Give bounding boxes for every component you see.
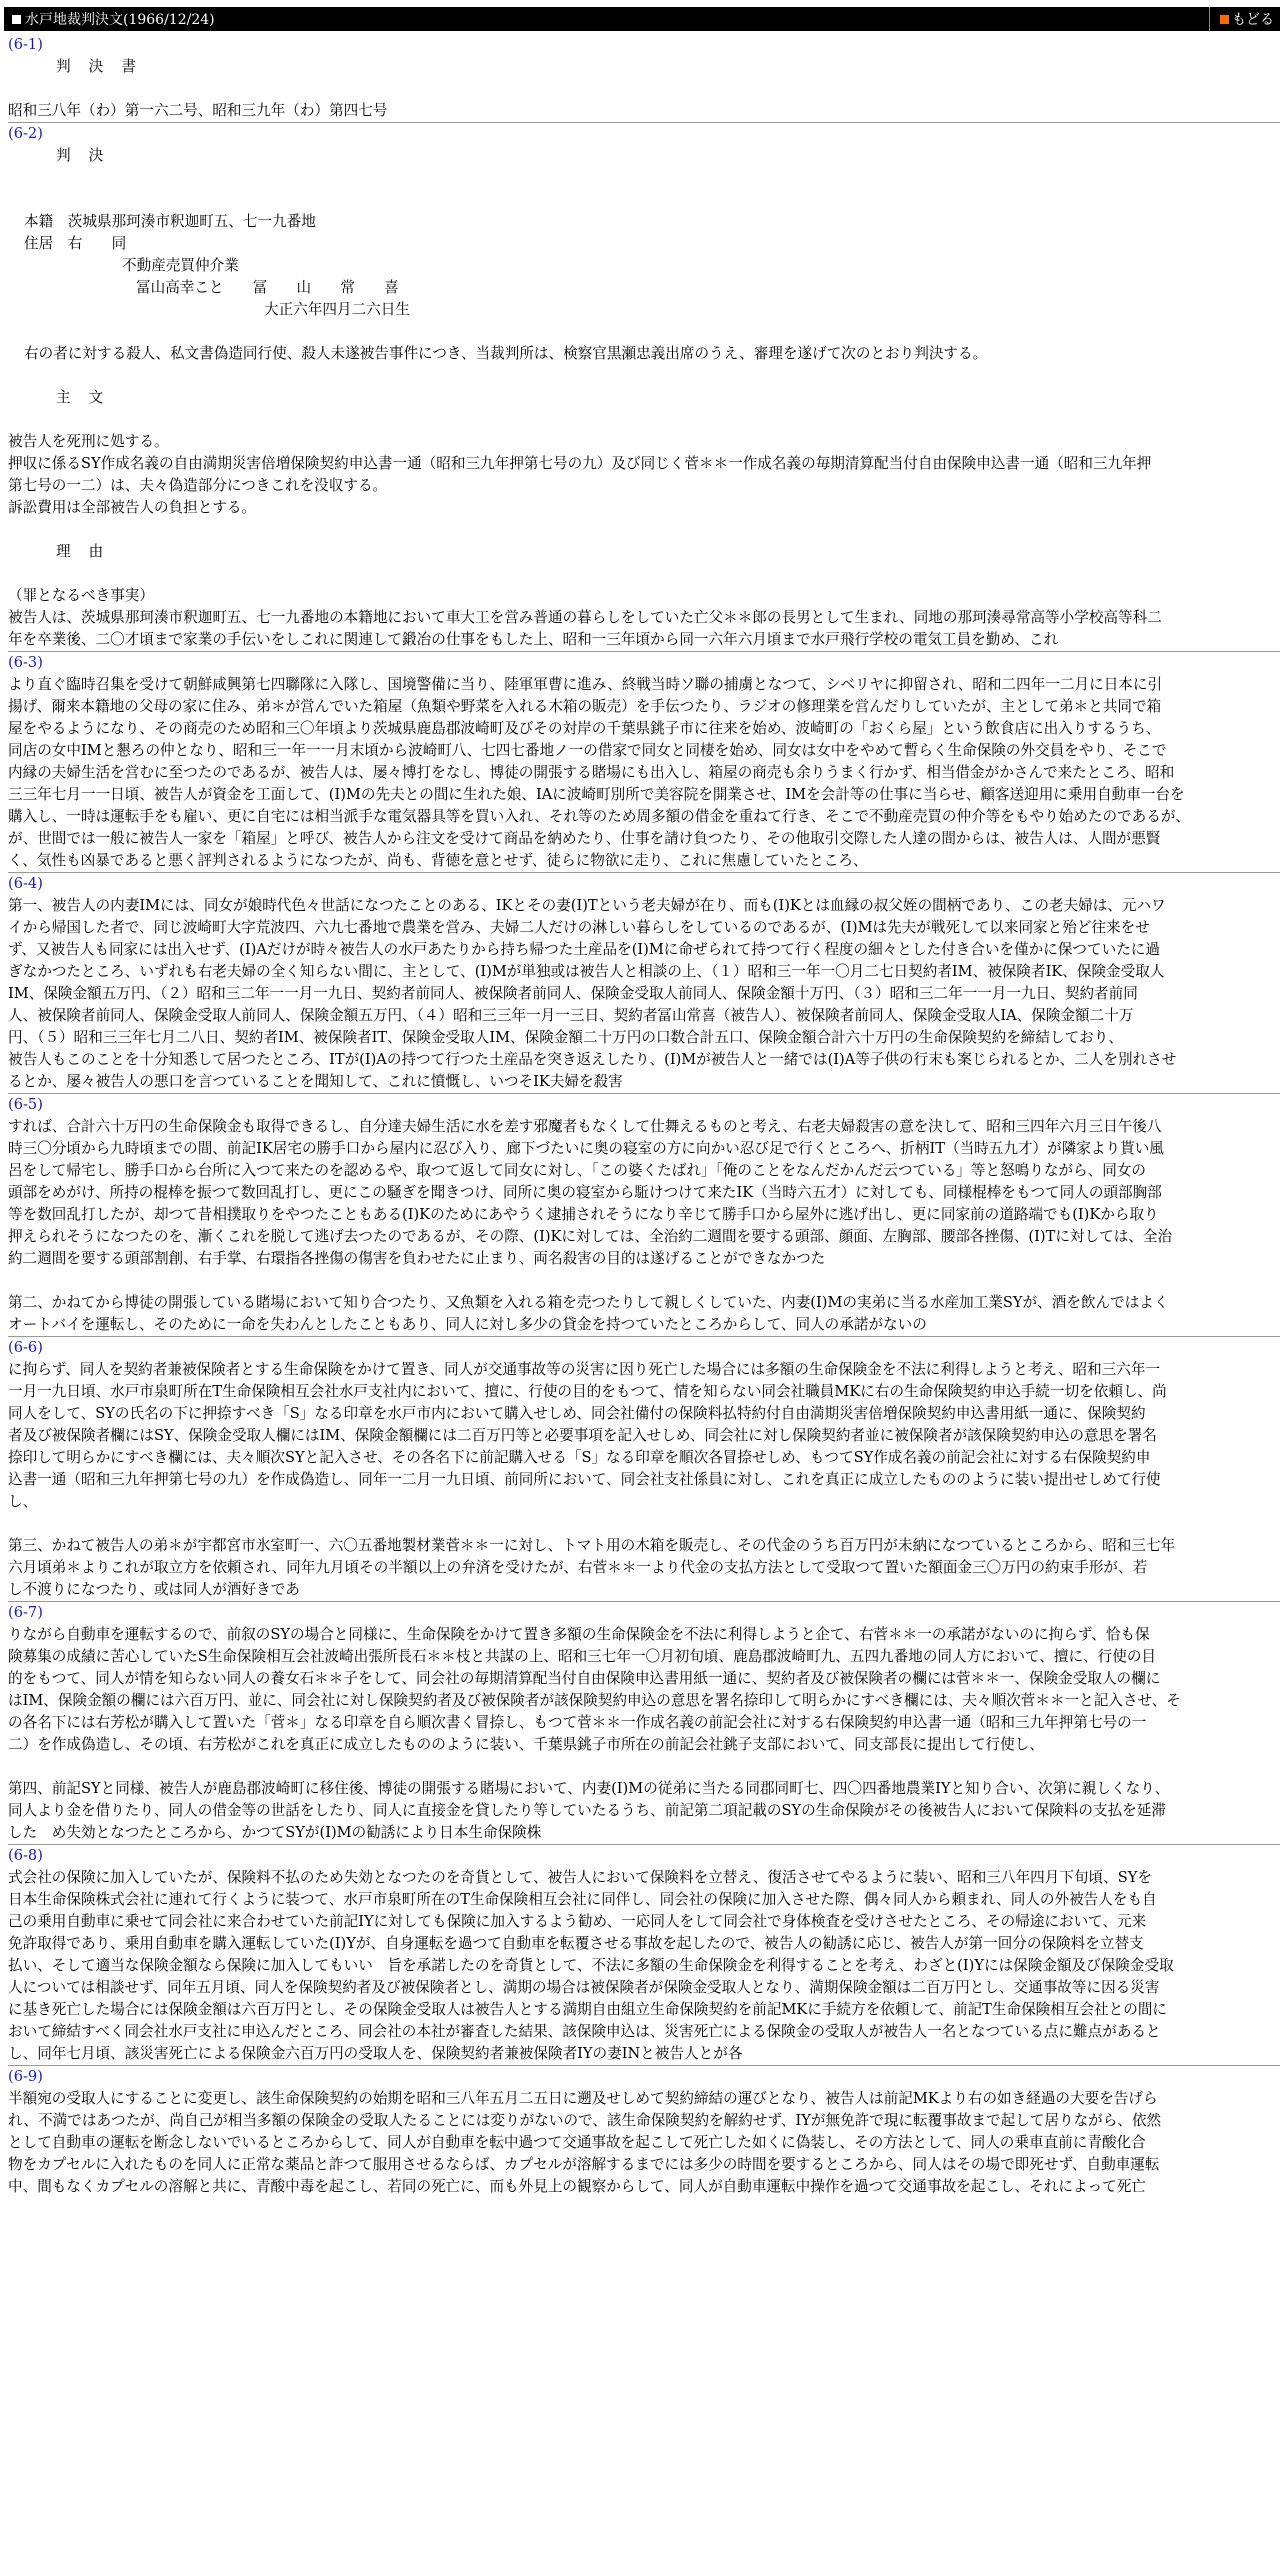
text-line: 的をもつて、同人が情を知らない同人の養女石＊＊子をして、同会社の毎期清算配当付自由保険申込書用紙一通に、契約者及び被保険者の欄には菅＊＊一、保険金受取人の欄に — [8, 1670, 1161, 1687]
text-line: おいて締結すべく同会社水戸支社に申込んだところ、同会社の本社が審査した結果、該保険申込は、災害死亡による保険金の受取人が被告人一名となつている点に難点があると — [8, 2023, 1161, 2040]
document-section — [8, 34, 1280, 123]
text-line: く、気性も凶暴であると悪く評判されるようになつたが、尚も、背徳を意とせず、徒らに物欲に走り、これに焦慮していたところ、 — [8, 852, 868, 869]
text-line: 二）を作成偽造し、その頃、右芳松がこれを真正に成立したもののように装い、千葉県銚子市所在の前記会社銚子支部において、同支部長に提出して行使し、 — [8, 1736, 1044, 1753]
text-line: 第四、前記SYと同様、被告人が鹿島郡波崎町に移住後、博徒の開張する賭場において、内妻(I)Mの従弟に当たる同郡同町七、四〇四番地農業IYと知り合い、次第に親しくなり、 — [8, 1780, 1170, 1797]
text-line: 押えられそうになつたのを、漸くこれを脱して逃げ去つたのであるが、その際、(I)Kに対しては、全治約二週間を要する頭部、顔面、左胸部、腰部各挫傷、(I)Tに対しては、全治 — [8, 1228, 1173, 1245]
document-section — [8, 652, 1280, 873]
text-line: 不動産売買仲介業 — [122, 257, 239, 274]
text-line: の各名下には右芳松が購入して置いた「菅＊」なる印章を自ら順次書く冒捺し、もつて菅＊＊一作成名義の前記会社に対する右保険契約申込書一通（昭和三九年押第七号の一 — [8, 1714, 1147, 1731]
text-line: 中、間もなくカプセルの溶解と共に、青酸中毒を起こし、若同の死亡に、而も外見上の観察からして、同人が自動車運転中操作を過つて交通事故を起こし、それによって死亡 — [8, 2178, 1146, 2195]
text-line: が、世間では一般に被告人一家を「箱屋」と呼び、被告人から注文を受けて商品を納めたり、仕事を請け負つたり、その他取引交際した人達の間からは、被告人は、人間が悪賢 — [8, 830, 1161, 847]
document-section — [8, 1094, 1280, 1337]
text-line: 判決書 — [56, 58, 154, 75]
section-number: (6-9) — [8, 2068, 43, 2085]
document-section — [8, 873, 1280, 1094]
text-line: 呂をして帰宅し、勝手口から台所に入つて来たのを認めるや、取つて返して同女に対し、「この婆くたばれ」「俺のことをなんだかんだ云つている」等と怒鳴りながら、同女の — [8, 1162, 1147, 1179]
text-line: 押収に係るSY作成名義の自由満期災害倍増保険契約申込書一通（昭和三九年押第七号の九）及び同じく菅＊＊一作成名義の毎期清算配当付自由保険申込書一通（昭和三九年押 — [8, 455, 1152, 472]
text-line: IM、保険金額五万円、（２）昭和三二年一一月一九日、契約者前同人、被保険者前同人、保険金受取人前同人、保険金額十万円、（３）昭和三二年一一月一九日、契約者前同 — [8, 985, 1138, 1002]
back-button-label[interactable]: もどる — [1232, 12, 1274, 28]
text-line: 第二、かねてから博徒の開張している賭場において知り合つたり、又魚類を入れる箱を売つたりして親しくしていた、内妻(I)Mの実弟に当る水産加工業SYが、酒を飲んではよく — [8, 1294, 1169, 1311]
text-line: 円、（５）昭和三三年七月二八日、契約者IM、被保険者IT、保険金受取人IM、保険金額二十万円の口数合計五口、保険金額合計六十万円の生命保険契約を締結しており、 — [8, 1029, 1123, 1046]
blank-line — [8, 78, 1280, 100]
text-line: 被告人は、茨城県那珂湊市釈迦町五、七一九番地の本籍地において車大工を営み普通の暮らしをしていた亡父＊＊郎の長男として生まれ、同地の那珂湊尋常高等小学校高等科二 — [8, 609, 1162, 626]
section-number: (6-4) — [8, 875, 43, 892]
text-line: 者及び被保険者欄にはSY、保険金受取人欄にはIM、保険金額欄には二百万円等と必要事項を記入せしめ、同会社に対し保険契約者並に被保険者が該保険契約申込の意思を署名 — [8, 1427, 1157, 1444]
back-square-icon — [1220, 15, 1229, 24]
text-line: 込書一通（昭和三九年押第七号の九）を作成偽造し、同年一二月一九日頃、前同所において、同会社支社係員に対し、これを真正に成立したもののように装い提出せしめて行使 — [8, 1471, 1161, 1488]
blank-line — [8, 1270, 1280, 1292]
text-line: イから帰国した者で、同じ波崎町大字荒波四、六九七番地で農業を営み、夫婦二人だけの淋しい暮らしをしているのであるが、(I)Mは先夫が戦死して以来同家と殆ど往来をせ — [8, 919, 1150, 936]
text-line: 理由 — [56, 543, 122, 560]
text-line: 第七号の一二）は、夫々偽造部分につきこれを没収する。 — [8, 477, 388, 494]
section-number: (6-7) — [8, 1604, 43, 1621]
blank-line — [8, 1756, 1280, 1778]
text-line: 一月一九日頃、水戸市泉町所在T生命保険相互会社水戸支社内において、擅に、行使の目的をもつて、情を知らない同会社職員MKに右の生命保険契約申込手続一切を依頼し、尚 — [8, 1383, 1167, 1400]
text-line: 同人より金を借りたり、同人の借金等の世話をしたり、同人に直接金を貸したり等していたるうち、前記第二項記載のSYの生命保険がその後被告人において保険料の支払を延滞 — [8, 1802, 1166, 1819]
section-number: (6-1) — [8, 36, 43, 53]
text-line: 住居 右 同 — [24, 235, 127, 252]
document-section — [8, 1845, 1280, 2066]
text-line: 年を卒業後、二〇才頃まで家業の手伝いをしこれに関連して鍛冶の仕事をもした上、昭和一三年頃から同一六年六月頃まで水戸飛行学校の電気工員を勤め、これ — [8, 631, 1059, 648]
text-line: 日本生命保険株式会社に連れて行くように装つて、水戸市泉町所在のT生命保険相互会社に同伴し、同会社の保険に加入させた際、偶々同人から頼まれ、同人の外被告人をも自 — [8, 1891, 1157, 1908]
text-line: 険募集の成績に苦心していたS生命保険相互会社波崎出張所長石＊＊枝と共謀の上、昭和三七年一〇月初旬頃、鹿島郡波崎町九、五四九番地の同人方において、擅に、行使の目 — [8, 1648, 1157, 1665]
blank-line — [8, 409, 1280, 431]
text-line: より直ぐ臨時召集を受けて朝鮮咸興第七四聯隊に入隊し、国境警備に当り、陸軍軍曹に進み、終戦当時ソ聯の捕虜となつて、シベリヤに抑留され、昭和二四年一二月に日本に引 — [8, 676, 1163, 693]
text-line: 訴訟費用は全部被告人の負担とする。 — [8, 499, 257, 516]
document-section — [8, 123, 1280, 652]
text-line: に基き死亡した場合には保険金額は六百万円とし、その保険金受取人は被告人とする満期自由組立生命保険契約を前記MKに手続方を依頼して、前記T生命保険相互会社との間に — [8, 2001, 1168, 2018]
text-line: 大正六年四月二六日生 — [264, 301, 410, 318]
text-line: 判決 — [56, 147, 122, 164]
title-area — [12, 9, 215, 29]
text-line: 三三年七月一一日頃、被告人が資金を工面して、(I)Mの先夫との間に生れた娘、IAに波崎町別所で美容院を開業させ、IMを会計等の仕事に当らせ、顧客送迎用に乗用自動車一台を — [8, 786, 1185, 803]
text-line: 等を数回乱打したが、却つて昔相撲取りをやつたこともある(I)Kのためにあやうく逮捕されそうになり辛じて勝手口から屋外に逃げ出し、更に同家前の道路端でも(I)Kから取り — [8, 1206, 1159, 1223]
title-square-icon — [12, 15, 21, 24]
text-line: 物をカプセルに入れたものを同人に正常な薬品と詐つて服用させるならば、カプセルが溶解するまでには多少の時間を要するところから、同人はその場で即死せず、自動車運転 — [8, 2156, 1160, 2173]
blank-line — [8, 189, 1280, 211]
text-line: し、 — [8, 1493, 38, 1510]
back-button[interactable] — [1209, 7, 1274, 31]
text-line: 同店の女中IMと懇ろの仲となり、昭和三一年一一月末頃から波崎町八、七四七番地ノ一の借家で同女と同棲を始め、同女は女中をやめて暫らく生命保険の外交員をやり、そこで — [8, 742, 1167, 759]
text-line: 内縁の夫婦生活を営むに至つたのであるが、被告人は、屡々博打をなし、博徒の開張する賭場にも出入し、箱屋の商売も余りうまく行かず、相当借金がかさんで来たところ、昭和 — [8, 764, 1175, 781]
text-line: 免許取得であり、乗用自動車を購入運転していた(I)Yが、自身運転を過つて自動車を転覆させる事故を起したので、被告人の勧誘に応じ、被告人が第一回分の保険料を立替支 — [8, 1935, 1144, 1952]
text-line: として自動車の運転を断念しないでいるところからして、同人が自動車を転中過つて交通事故を起こして死亡した如くに偽装し、その方法として、同人の乗車直前に青酸化合 — [8, 2134, 1146, 2151]
title-bar — [4, 7, 1280, 31]
section-number: (6-5) — [8, 1096, 43, 1113]
text-line: 被告人を死刑に処する。 — [8, 433, 169, 450]
text-line: ず、又被告人も同家には出入せず、(I)Aだけが時々被告人の水戸あたりから持ち帰つた土産品を(I)Mに命ぜられて持つて行く程度の細々とした付き合いを僅かに保つていたに過 — [8, 941, 1160, 958]
text-line: 購入し、一時は運転手をも雇い、更に自宅には相当派手な電気器具等を買い入れ、それ等のため周多額の借金を重ねて行き、そこで不動産売買の仲介等をもやり始めたのであるが、 — [8, 808, 1191, 825]
text-line: 人については相談せず、同年五月頃、同人を保険契約者及び被保険者とし、満期の場合は被保険者が保険金受取人となり、満期保険金額は二百万円とし、交通事故等に因る災害 — [8, 1979, 1160, 1996]
text-line: した め失効となつたところから、かつてSYが(I)Mの勧誘により日本生命保険株 — [8, 1824, 542, 1841]
text-line: 払い、そして適当な保険金額なら保険に加入してもいい 旨を承諾したのを奇貨として、不法に多額の生命保険金を利得することを考え、わざと(I)Yには保険金額及び保険金受取 — [8, 1957, 1174, 1974]
text-line: オートバイを運転し、そのために一命を失わんとしたこともあり、同人に対し多少の貸金を持つていたところからして、同人の承諾がないの — [8, 1316, 927, 1333]
section-number: (6-3) — [8, 654, 43, 671]
document-section — [8, 2066, 1280, 2198]
text-line: 右の者に対する殺人、私文書偽造同行使、殺人未遂被告事件につき、当裁判所は、検察官黒瀬忠義出席のうえ、審理を遂げて次のとおり判決する。 — [24, 345, 988, 362]
text-line: 第一、被告人の内妻IMには、同女が娘時代色々世話になつたことのある、IKとその妻(I)Tという老夫婦が在り、而も(I)Kとは血縁の叔父姪の間柄であり、この老夫婦は、元ハワ — [8, 897, 1166, 914]
text-line: 半額宛の受取人にすることに変更し、該生命保険契約の始期を昭和三八年五月二五日に遡及せしめて契約締結の運びとなり、被告人は前記MKより右の如き経過の大要を告げら — [8, 2090, 1158, 2107]
text-line: 時三〇分頃から九時頃までの間、前記IK居宅の勝手口から屋内に忍び入り、廊下づたいに奥の寝室の方に向かい忍び足で行くところへ、折柄IT（当時五九才）が隣家より貰い風 — [8, 1140, 1164, 1157]
blank-line — [8, 519, 1280, 541]
text-line: りながら自動車を運転するので、前叙のSYの場合と同様に、生命保険をかけて置き多額の生命保険金を不法に利得しようと企て、右菅＊＊一の承諾がないのに拘らず、恰も保 — [8, 1626, 1150, 1643]
text-line: すれば、合計六十万円の生命保険金も取得できるし、自分達夫婦生活に水を差す邪魔者もなくして仕舞えるものと考え、右老夫婦殺害の意を決して、昭和三四年六月三日午後八 — [8, 1118, 1162, 1135]
text-line: 屋をやるようになり、その商売のため昭和三〇年頃より茨城県鹿島郡波崎町及びその対岸の千葉県銚子市に往来を始め、波崎町の「おくら屋」という飲食店に出入りするうち、 — [8, 720, 1161, 737]
text-line: 頭部をめがけ、所持の棍棒を振つて数回乱打し、更にこの騒ぎを聞きつけ、同所に奥の寝室から駈けつけて来たIK（当時六五才）に対しても、同様棍棒をもつて同人の頭部胸部 — [8, 1184, 1162, 1201]
text-line: 被告人もこのことを十分知悉して居つたところ、ITが(I)Aの持つて行つた土産品を突き返えしたり、(I)Mが被告人と一緒では(I)A等子供の行末も案じられるとか、二人を別れさせ — [8, 1051, 1177, 1068]
text-line: れ、不満ではあつたが、尚自己が相当多額の保険金の受取人たることには変りがないので、該生命保険契約を解約せず、IYが無免許で現に転覆事故まで起して居りながら、依然 — [8, 2112, 1162, 2129]
section-number: (6-6) — [8, 1339, 43, 1356]
text-line: 六月頃弟＊よりこれが取立方を依頼され、同年九月頃その半額以上の弁済を受けたが、右菅＊＊一より代金の支払方法として受取つて置いた額面金三〇万円の約束手形が、若 — [8, 1559, 1148, 1576]
text-line: ぎなかつたところ、いずれも右老夫婦の全く知らない間に、主として、(I)Mが単独或は被告人と相談の上、（１）昭和三一年一〇月二七日契約者IM、被保険者IK、保険金受取人 — [8, 963, 1165, 980]
text-line: 本籍 茨城県那珂湊市釈迦町五、七一九番地 — [24, 213, 316, 230]
blank-line — [8, 365, 1280, 387]
page-title: 水戸地裁判決文(1966/12/24) — [25, 12, 215, 28]
section-number: (6-2) — [8, 125, 43, 142]
text-line: 第三、かねて被告人の弟＊が宇都宮市氷室町一、六〇五番地製材業菅＊＊一に対し、トマト用の木箱を販売し、その代金のうち百万円が未納になつているところから、昭和三七年 — [8, 1537, 1176, 1554]
text-line: （罪となるべき事実） — [8, 587, 154, 604]
blank-line — [8, 563, 1280, 585]
text-line: 同人をして、SYの氏名の下に押捺すべき「S」なる印章を水戸市内において購入せしめ、同会社備付の保険料払特約付自由満期災害倍増保険契約申込書用紙一通に、保険契約 — [8, 1405, 1146, 1422]
text-line: し、同年七月頃、該災害死亡による保険金六百万円の受取人を、保険契約者兼被保険者IYの妻INと被告人とが各 — [8, 2045, 743, 2062]
blank-line — [8, 167, 1280, 189]
text-line: 人、被保険者前同人、保険金受取人前同人、保険金額五万円、（４）昭和三三年一月一三日、契約者冨山常喜（被告人）、被保険者前同人、保険金受取人IA、保険金額二十万 — [8, 1007, 1134, 1024]
text-line: るとか、屡々被告人の悪口を言つていることを聞知して、これに憤慨し、いつそIK夫婦を殺害 — [8, 1073, 623, 1090]
text-line: はIM、保険金額の欄には六百万円、並に、同会社に対し保険契約者及び被保険者が該保険契約申込の意思を署名捺印して明らかにすべき欄には、夫々順次菅＊＊一と記入させ、そ — [8, 1692, 1181, 1709]
text-line: 約二週間を要する頭部割創、右手掌、右環指各挫傷の傷害を負わせたに止まり、両名殺害の目的は遂げることができなかつた — [8, 1250, 826, 1267]
text-line: 式会社の保険に加入していたが、保険料不払のため失効となつたのを奇貨として、被告人において保険料を立替え、復活させてやるように装い、昭和三八年四月下旬頃、SYを — [8, 1869, 1152, 1886]
text-line: 己の乗用自動車に乗せて同会社に来合わせていた前記IYに対しても保険に加入するよう勧め、一応同人をして同会社で身体検査を受けさせたところ、その帰途において、元来 — [8, 1913, 1147, 1930]
text-line: 昭和三八年（わ）第一六二号、昭和三九年（わ）第四七号 — [8, 102, 388, 119]
text-line: に拘らず、同人を契約者兼被保険者とする生命保険をかけて置き、同人が交通事故等の災害に因り死亡した場合には多額の生命保険金を不法に利得しようと考え、昭和三六年一 — [8, 1361, 1161, 1378]
text-line: 主文 — [56, 389, 122, 406]
section-number: (6-8) — [8, 1847, 43, 1864]
blank-line — [8, 1513, 1280, 1535]
text-line: 捺印して明らかにすべき欄には、夫々順次SYと記入させ、その各名下に前記購入せる「S」なる印章を順次各冒捺せしめ、もつてSY作成名義の前記会社に対する右保険契約申 — [8, 1449, 1151, 1466]
text-line: し不渡りになつたり、或は同人が酒好きであ — [8, 1581, 300, 1598]
document-section — [8, 1337, 1280, 1602]
text-line: 冨山高幸こと 冨 山 常 喜 — [136, 279, 399, 296]
document-section — [8, 1602, 1280, 1845]
blank-line — [8, 321, 1280, 343]
judgment-document — [8, 34, 1280, 2198]
text-line: 揚げ、爾来本籍地の父母の家に住み、弟＊が営んでいた箱屋（魚類や野菜を入れる木箱の販売）を手伝つたり、ラジオの修理業を営んだりしていたが、主として弟＊と共同で箱 — [8, 698, 1162, 715]
